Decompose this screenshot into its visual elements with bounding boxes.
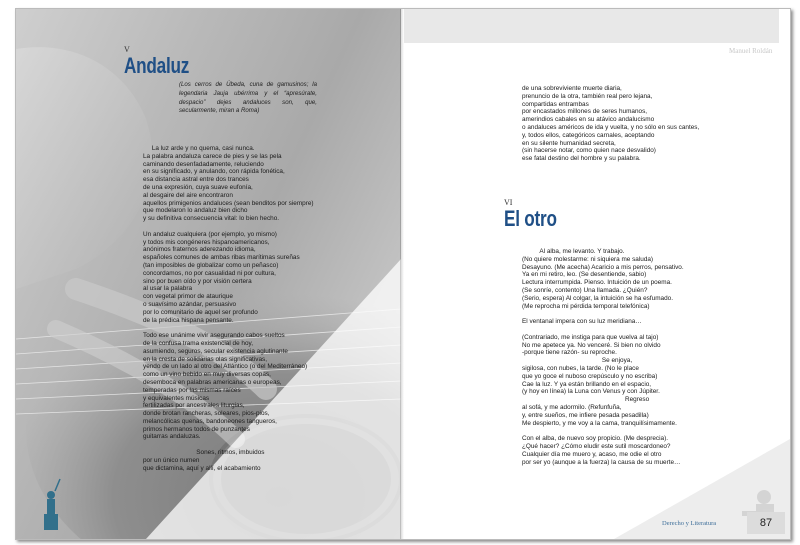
section-number-v: V <box>124 45 130 54</box>
poem-line: (Me reprocha mi pérdida temporal telefónica) <box>522 302 650 310</box>
poem-el-otro <box>522 248 684 466</box>
poem-line: Cualquier día me muero y, acaso, me odie el otro <box>522 450 662 458</box>
right-page <box>404 9 790 539</box>
poem-line: guitarras andaluzas. <box>143 433 201 441</box>
poem-line: como un vino bebido en muy diversas copas, <box>143 371 271 379</box>
poem-line: Con el alba, de nuevo soy propicio. (Me desprecia). <box>522 435 668 443</box>
poem-continuation <box>522 85 699 163</box>
poem-line: (sin hacerse notar, como quien nace desvalido) <box>522 147 656 155</box>
poem-line: Cae la luz. Y ya están brillando en el espacio, <box>522 380 652 388</box>
poem-line: No me apetece ya. No venceré. Si bien no olvido <box>522 341 661 349</box>
poem-line: y, entre sueños, me infiere pesada pesadilla) <box>522 411 649 419</box>
section-title-el-otro: El otro <box>504 206 557 231</box>
poem-line: sigilosa, con nubes, la tarde. (No le place <box>522 364 639 372</box>
poem-line: (tan imposibles de globalizar como un peñasco) <box>143 261 279 269</box>
poem-line: La palabra andaluza carece de pies y se las pela <box>143 152 282 160</box>
poem-line: primos hermanos todos de punzantes <box>143 425 250 433</box>
poem-line: o andaluces américos de ida y vuelta, y no sólo en sus cantes, <box>522 123 700 131</box>
poem-line: yendo de un lado al otro del Atlántico (o del Mediterráneo) <box>143 363 308 371</box>
poem-line: Todo ese unánime vivir asegurando cabos sueltos <box>143 332 285 340</box>
poem-line <box>522 310 684 318</box>
section-number-vi: VI <box>504 198 513 207</box>
poem-line: de una sobreviviente muerte diaria, <box>522 85 622 92</box>
poem-line: sino por buen oído y por visión certera <box>143 277 252 285</box>
poem-line: de la confusa trama existencial de hoy, <box>143 339 254 347</box>
poem-line: desemboca en palabras americanas o europeas, <box>143 378 282 386</box>
poem-line: concordamos, no por casualidad ni por cultura, <box>143 269 276 277</box>
poem-line <box>522 427 684 435</box>
poem-line: caminando desenfadadamente, reluciendo <box>143 160 264 168</box>
poem-line: (Contrariado, me instiga para que vuelva al tajo) <box>522 333 659 341</box>
poem-line <box>143 441 314 449</box>
poem-line: al usar la palabra <box>143 285 193 293</box>
poem-line: al desgaire del aire encontraron <box>143 191 233 199</box>
poem-line: Sones, ritmos, imbuidos <box>143 449 265 457</box>
poem-line: melancólicas quenas, bandoneones tangueros, <box>143 417 277 425</box>
poem-line: asumiendo, seguros, secular existencia aglutinante <box>143 347 288 355</box>
poem-line: y, todos ellos, categóricos carnales, aceptando <box>522 131 655 139</box>
poem-line: (y hoy en línea) la Luna con Venus y con Júpiter. <box>522 388 660 396</box>
poem-line: aquellos primigenios andaluces (sean benditos por siempre) <box>143 199 314 207</box>
poem-line: La luz arde y no quema, casi nunca. <box>143 145 255 152</box>
poem-line: Se enjoya, <box>522 357 633 365</box>
poem-line: al sofá, y me adormilo. (Refunfuña, <box>522 403 622 411</box>
left-page <box>16 9 401 539</box>
poem-line: -porque tiene razón- su reproche. <box>522 349 617 357</box>
poem-line: (Se sonríe, contento) Una llamada. ¿Quién? <box>522 286 648 294</box>
poem-line: en la cresta de solidarias olas significativas, <box>143 355 267 363</box>
poem-line: prenuncio de la otra, también real pero lejana, <box>522 92 653 100</box>
poem-line: fertilizadas por ancestrales liturgias, <box>143 402 245 410</box>
poem-line <box>143 324 314 332</box>
poem-line: Desayuno. (Me acecha) Acaricio a mis perros, pensativo. <box>522 263 684 271</box>
poem-line: Regreso <box>522 396 650 404</box>
epigraph: (Los cerros de Úbeda, cuna de gamusinos; la legendaria Jauja ubérrima y el “apresúrate, despacio” dejes andaluces son, que, secularmente, miran a Roma) <box>179 81 317 115</box>
poem-line: por lo comunitario de aquel ser profundo <box>143 308 258 316</box>
poem-line: y su definitiva consecuencia vital: lo bien hecho. <box>143 215 280 223</box>
poem-line: (No quiere molestarme: ni siquiera me saluda) <box>522 255 654 263</box>
poem-line: de una expresión, cuya suave eufonía, <box>143 183 253 191</box>
poem-line: Lectura interrumpida. Pienso. Intuición de un poema. <box>522 279 672 287</box>
poem-line: españoles comunes de ambas ribas marítimas sureñas <box>143 254 300 262</box>
poem-line <box>522 326 684 334</box>
poem-line: que modelaron lo andaluz bien dicho <box>143 207 248 215</box>
poem-line: o suavísimo azándar, persuasivo <box>143 300 237 308</box>
poem-line: El ventanal impera con su luz meridiana… <box>522 318 642 326</box>
poem-line: y todos mis congéneres hispanoamericanos, <box>143 238 270 246</box>
poem-line: de la prédica hispana pensante. <box>143 316 234 324</box>
poem-line: con vegetal primor de ataurique <box>143 293 233 301</box>
poem-line: Un andaluz cualquiera (por ejemplo, yo mismo) <box>143 230 277 238</box>
poem-line: ¿Qué hacer? ¿Cómo eludir este sutil moscardoneo? <box>522 442 671 450</box>
poem-line: esa distancia astral entre dos trances <box>143 176 249 184</box>
poem-line: temperadas por las mismas raíces <box>143 386 241 394</box>
poem-line: y equivalentes músicas <box>143 394 210 402</box>
poem-line: por encastados millones de seres humanos, <box>522 108 648 116</box>
footer-label: Derecho y Literatura <box>662 520 717 527</box>
page-number: 87 <box>747 512 785 534</box>
poem-line: ese fatal destino del hombre y su palabra. <box>522 155 641 163</box>
poem-line: por ser yo (aunque a la fuerza) la causa de su muerte… <box>522 458 681 466</box>
poem-line: (Serio, espera) Al colgar, la intuición se ha esfumado. <box>522 294 673 302</box>
poem-line: anónimos fraternos aderezando idioma, <box>143 246 256 254</box>
poem-line: compartidas entrambas <box>522 100 589 108</box>
poem-line: Me despierto, y me voy a la cama, tranquilísimamente. <box>522 419 677 427</box>
poem-line: que yo goce el nuboso crepúsculo y no escriba) <box>522 372 658 380</box>
poem-line: en su silente humanidad secreta, <box>522 139 616 147</box>
poem-line: amerindios cabales en su atávico andalucismo <box>522 116 655 124</box>
poem-line <box>143 223 314 231</box>
running-head-author: Manuel Roldán <box>729 47 773 55</box>
section-title-andaluz: Andaluz <box>124 53 190 78</box>
poem-line: Al alba, me levanto. Y trabajo. <box>522 248 625 255</box>
poem-line: que dictamina, aquí y allí, el acabamiento <box>143 464 261 472</box>
poem-andaluz <box>143 145 314 472</box>
header-bar <box>404 9 779 43</box>
book-spread <box>15 8 791 540</box>
poem-line: en su significado, y anulando, con rápida fonética, <box>143 168 285 176</box>
poem-line: Ya en mi retiro, leo. (Se desentiende, sabio) <box>522 271 647 279</box>
poem-line: donde brotan rancheras, soleares, pios-pios, <box>143 410 270 418</box>
poem-line: por un único numen <box>143 456 200 464</box>
